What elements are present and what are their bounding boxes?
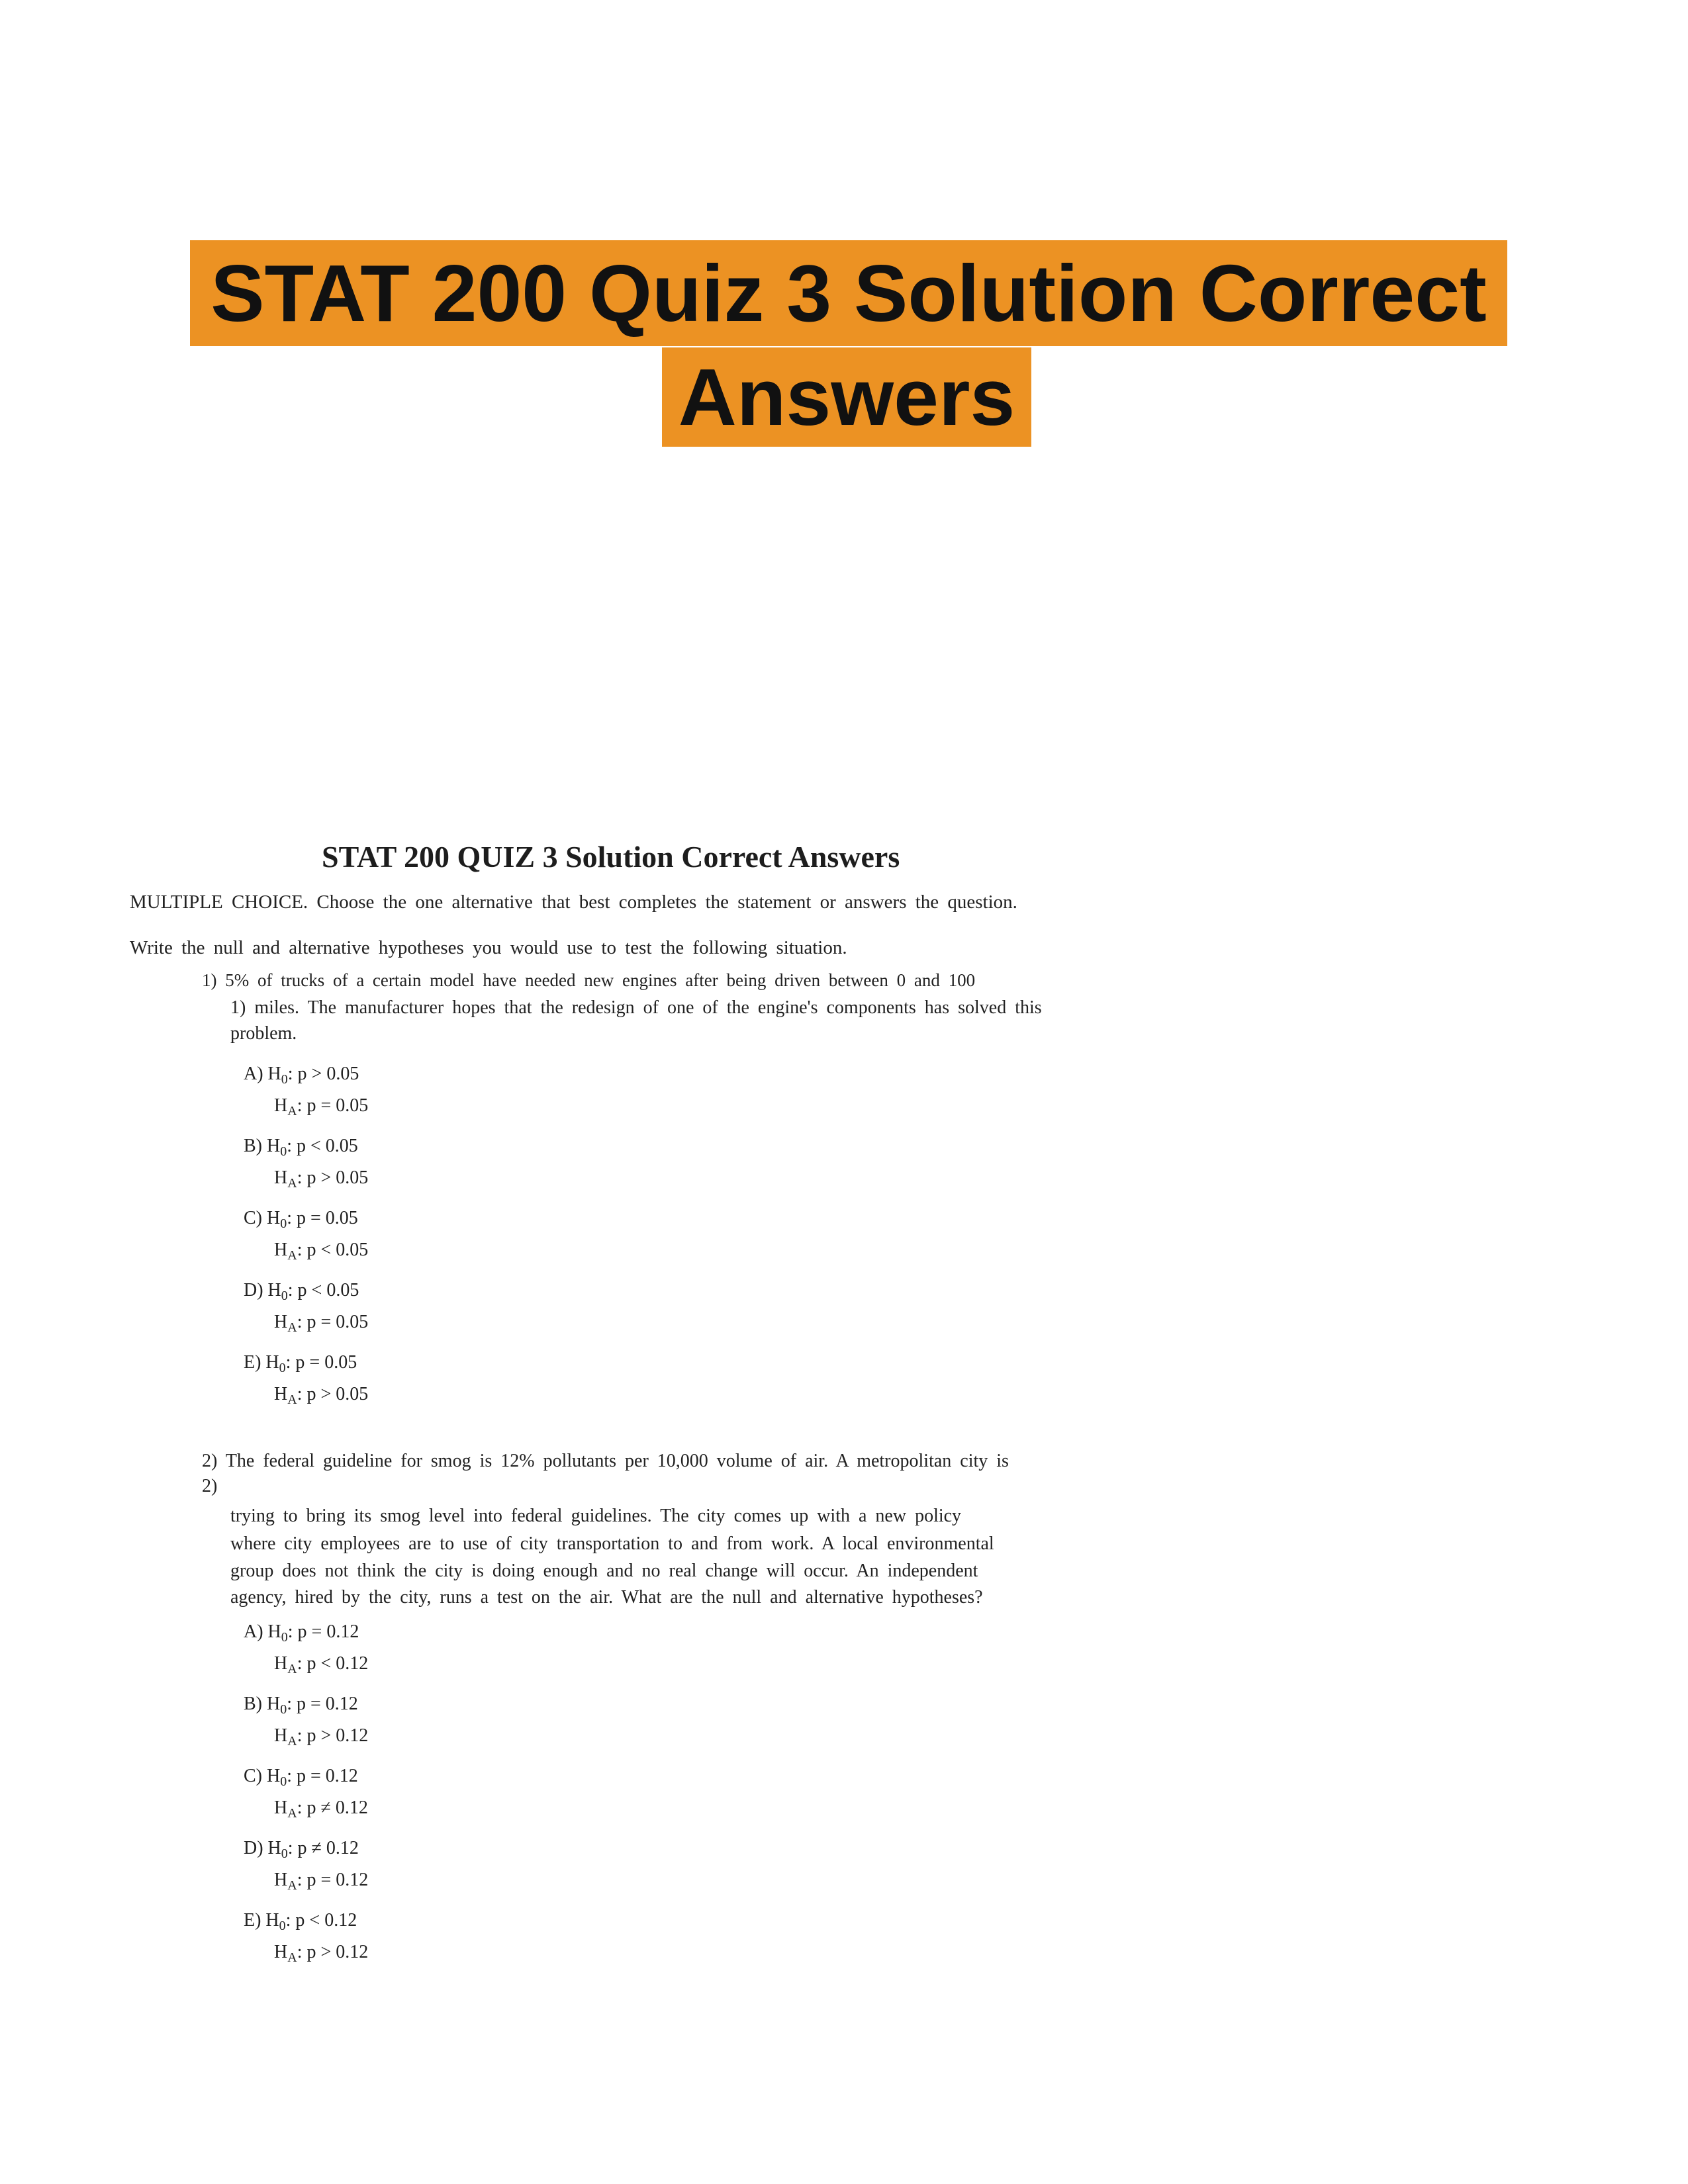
q1-option-2-null-hypothesis: C) $H_0$: p = 0.05: [244, 1208, 358, 1231]
q2-option-2-alternative-hypothesis: $H_A$: p ≠ 0.12: [274, 1797, 368, 1821]
question-1-line-1: 1) 5% of trucks of a certain model have needed new engines after being driven between 0 and 100: [202, 970, 976, 990]
q1-option-1-null-hypothesis: B) $H_0$: p < 0.05: [244, 1136, 358, 1159]
q2-option-1-null-hypothesis: B) $H_0$: p = 0.12: [244, 1694, 358, 1717]
banner-title-line-2: Answers: [662, 347, 1031, 447]
q2-option-0-alternative-hypothesis: $H_A$: p < 0.12: [274, 1653, 369, 1676]
q1-option-1-alternative-hypothesis: $H_A$: p > 0.05: [274, 1167, 369, 1191]
question-2-number-margin: 2): [202, 1476, 218, 1496]
q2-option-4-alternative-hypothesis: $H_A$: p > 0.12: [274, 1942, 369, 1965]
q1-option-2-alternative-hypothesis: $H_A$: p < 0.05: [274, 1240, 369, 1263]
question-1-line-2: 1) miles. The manufacturer hopes that the redesign of one of the engine's components has solved this: [230, 997, 1042, 1018]
document-title: STAT 200 QUIZ 3 Solution Correct Answers: [322, 840, 900, 874]
q1-option-3-null-hypothesis: D) $H_0$: p < 0.05: [244, 1280, 359, 1303]
q2-option-3-alternative-hypothesis: $H_A$: p = 0.12: [274, 1870, 369, 1893]
question-2-line-3: where city employees are to use of city transportation to and from work. A local environmental: [230, 1533, 994, 1554]
banner-title-line-1: STAT 200 Quiz 3 Solution Correct: [190, 240, 1507, 346]
q2-option-0-null-hypothesis: A) $H_0$: p = 0.12: [244, 1621, 359, 1645]
q1-option-4-null-hypothesis: E) $H_0$: p = 0.05: [244, 1352, 357, 1375]
q2-option-1-alternative-hypothesis: $H_A$: p > 0.12: [274, 1725, 369, 1749]
q1-option-0-null-hypothesis: A) $H_0$: p > 0.05: [244, 1064, 359, 1087]
q2-option-4-null-hypothesis: E) $H_0$: p < 0.12: [244, 1910, 357, 1933]
q1-option-0-alternative-hypothesis: $H_A$: p = 0.05: [274, 1095, 369, 1118]
q1-option-4-alternative-hypothesis: $H_A$: p > 0.05: [274, 1384, 369, 1407]
question-2-line-4: group does not think the city is doing enough and no real change will occur. An independent: [230, 1561, 978, 1581]
question-2-line-5: agency, hired by the city, runs a test on the air. What are the null and alternative hypotheses?: [230, 1587, 983, 1608]
q1-option-3-alternative-hypothesis: $H_A$: p = 0.05: [274, 1312, 369, 1335]
instructions-text: MULTIPLE CHOICE. Choose the one alternative that best completes the statement or answers the question.: [130, 891, 1017, 913]
q2-option-3-null-hypothesis: D) $H_0$: p ≠ 0.12: [244, 1838, 359, 1861]
question-2-line-1: 2) The federal guideline for smog is 12% pollutants per 10,000 volume of air. A metropolitan city is: [202, 1451, 1009, 1471]
question-1-line-3: problem.: [230, 1023, 297, 1044]
question-2-line-2: trying to bring its smog level into federal guidelines. The city comes up with a new policy: [230, 1506, 962, 1526]
section-intro-text: Write the null and alternative hypotheses you would use to test the following situation.: [130, 937, 847, 958]
q2-option-2-null-hypothesis: C) $H_0$: p = 0.12: [244, 1766, 358, 1789]
